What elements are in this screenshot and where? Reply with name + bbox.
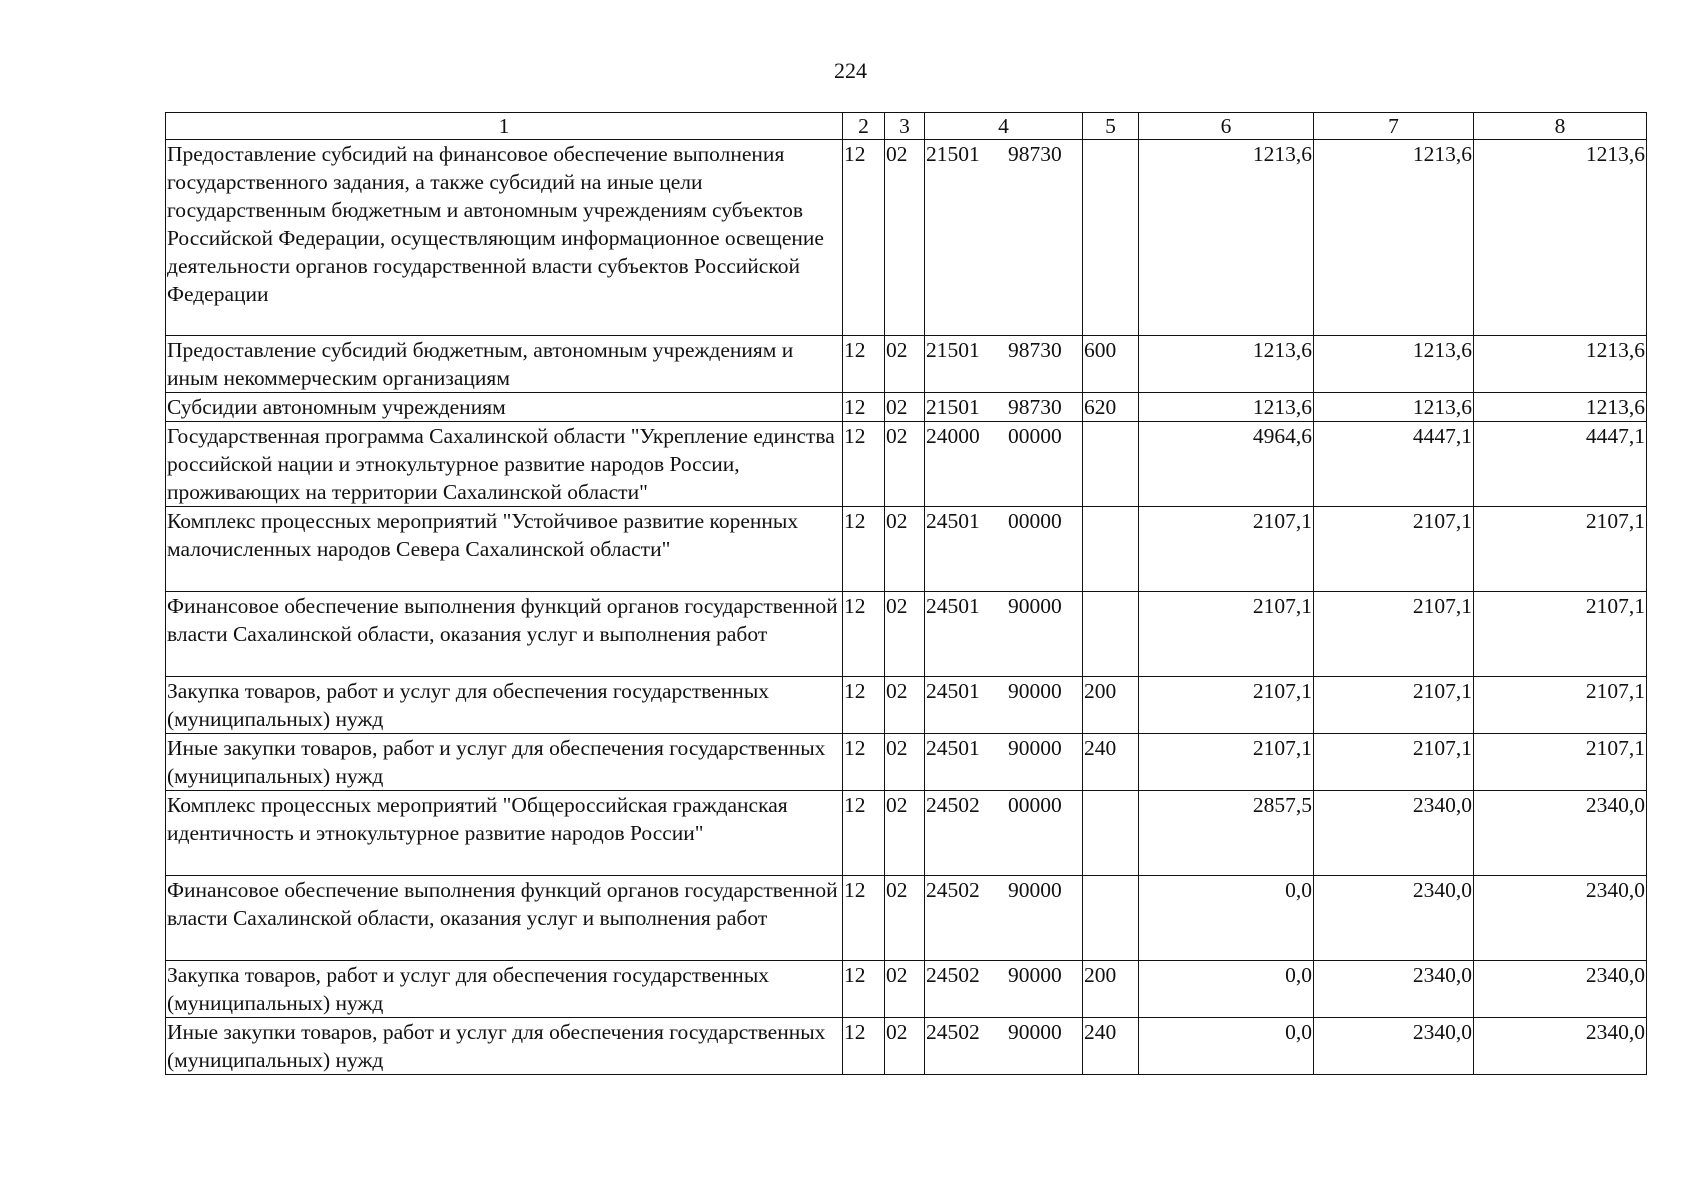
code-target-article	[925, 336, 1083, 393]
code-direction: 98730	[1008, 142, 1062, 166]
code-program: 24502	[926, 963, 980, 987]
code-program: 24501	[926, 509, 980, 533]
table-row	[166, 1018, 1647, 1075]
row-description: Финансовое обеспечение выполнения функций органов государственной власти Сахалинской области, оказания услуг и выполнения работ	[166, 592, 843, 677]
code-program: 24501	[926, 679, 980, 703]
code-program: 24501	[926, 736, 980, 760]
code-target-article	[925, 507, 1083, 592]
amount-col6: 2107,1	[1139, 677, 1314, 734]
amount-col7: 1213,6	[1314, 140, 1474, 336]
code-target-article	[925, 393, 1083, 422]
amount-col8: 4447,1	[1474, 422, 1647, 507]
code-direction: 98730	[1008, 395, 1062, 419]
row-description: Предоставление субсидий на финансовое обеспечение выполнения государственного задания, а также субсидий на иные цели государственным бюджетным и автономным учреждениям субъектов Российской Федерации, осуществляющим информационное освещение деятельности органов государственной власти субъектов Российской Федерации	[166, 140, 843, 336]
code-expense-type	[1083, 791, 1139, 876]
row-description: Субсидии автономным учреждениям	[166, 393, 843, 422]
row-description: Финансовое обеспечение выполнения функций органов государственной власти Сахалинской области, оказания услуг и выполнения работ	[166, 876, 843, 961]
amount-col8: 2340,0	[1474, 961, 1647, 1018]
amount-col6: 1213,6	[1139, 140, 1314, 336]
column-header: 4	[925, 113, 1083, 140]
amount-col7: 2107,1	[1314, 677, 1474, 734]
amount-col6: 0,0	[1139, 876, 1314, 961]
code-program: 24502	[926, 1020, 980, 1044]
code-section: 12	[843, 592, 885, 677]
code-target-article	[925, 1018, 1083, 1075]
code-direction: 90000	[1008, 878, 1062, 902]
amount-col8: 2340,0	[1474, 1018, 1647, 1075]
code-subsection: 02	[885, 1018, 925, 1075]
table-row	[166, 393, 1647, 422]
code-direction: 90000	[1008, 679, 1062, 703]
code-expense-type	[1083, 507, 1139, 592]
amount-col8: 1213,6	[1474, 140, 1647, 336]
code-target-article	[925, 961, 1083, 1018]
column-header: 7	[1314, 113, 1474, 140]
amount-col6: 0,0	[1139, 1018, 1314, 1075]
code-direction: 90000	[1008, 1020, 1062, 1044]
code-program: 24502	[926, 793, 980, 817]
amount-col7: 2107,1	[1314, 507, 1474, 592]
budget-table	[165, 112, 1647, 1075]
code-expense-type: 200	[1083, 677, 1139, 734]
row-description: Иные закупки товаров, работ и услуг для обеспечения государственных (муниципальных) нужд	[166, 734, 843, 791]
amount-col7: 2340,0	[1314, 1018, 1474, 1075]
code-direction: 90000	[1008, 736, 1062, 760]
code-section: 12	[843, 791, 885, 876]
code-section: 12	[843, 961, 885, 1018]
table-row	[166, 677, 1647, 734]
amount-col7: 2340,0	[1314, 791, 1474, 876]
amount-col8: 2340,0	[1474, 791, 1647, 876]
row-description: Закупка товаров, работ и услуг для обеспечения государственных (муниципальных) нужд	[166, 677, 843, 734]
code-expense-type: 240	[1083, 1018, 1139, 1075]
amount-col8: 2107,1	[1474, 507, 1647, 592]
table-row	[166, 791, 1647, 876]
code-subsection: 02	[885, 507, 925, 592]
code-program: 24000	[926, 424, 980, 448]
table-row	[166, 876, 1647, 961]
code-program: 21501	[926, 338, 980, 362]
code-section: 12	[843, 422, 885, 507]
code-expense-type: 620	[1083, 393, 1139, 422]
amount-col6: 4964,6	[1139, 422, 1314, 507]
code-target-article	[925, 677, 1083, 734]
code-section: 12	[843, 876, 885, 961]
amount-col8: 1213,6	[1474, 336, 1647, 393]
amount-col8: 2340,0	[1474, 876, 1647, 961]
code-target-article	[925, 592, 1083, 677]
amount-col7: 2340,0	[1314, 876, 1474, 961]
amount-col7: 4447,1	[1314, 422, 1474, 507]
amount-col8: 2107,1	[1474, 592, 1647, 677]
code-subsection: 02	[885, 734, 925, 791]
amount-col6: 2107,1	[1139, 734, 1314, 791]
code-expense-type	[1083, 140, 1139, 336]
column-header: 3	[885, 113, 925, 140]
code-program: 21501	[926, 395, 980, 419]
code-subsection: 02	[885, 393, 925, 422]
table-row	[166, 140, 1647, 336]
code-expense-type: 200	[1083, 961, 1139, 1018]
amount-col8: 1213,6	[1474, 393, 1647, 422]
amount-col7: 2107,1	[1314, 734, 1474, 791]
code-direction: 00000	[1008, 509, 1062, 533]
column-header: 2	[843, 113, 885, 140]
code-target-article	[925, 876, 1083, 961]
code-target-article	[925, 734, 1083, 791]
amount-col6: 2107,1	[1139, 592, 1314, 677]
amount-col6: 1213,6	[1139, 393, 1314, 422]
amount-col7: 2107,1	[1314, 592, 1474, 677]
code-expense-type: 600	[1083, 336, 1139, 393]
code-expense-type	[1083, 876, 1139, 961]
table-header-row	[166, 113, 1647, 140]
code-program: 24501	[926, 594, 980, 618]
code-expense-type	[1083, 592, 1139, 677]
page-number: 224	[834, 58, 867, 83]
code-direction: 90000	[1008, 963, 1062, 987]
code-direction: 00000	[1008, 424, 1062, 448]
code-subsection: 02	[885, 592, 925, 677]
code-subsection: 02	[885, 791, 925, 876]
amount-col7: 2340,0	[1314, 961, 1474, 1018]
column-header: 1	[166, 113, 843, 140]
amount-col6: 0,0	[1139, 961, 1314, 1018]
code-direction: 90000	[1008, 594, 1062, 618]
code-section: 12	[843, 677, 885, 734]
amount-col7: 1213,6	[1314, 336, 1474, 393]
amount-col8: 2107,1	[1474, 734, 1647, 791]
amount-col6: 2107,1	[1139, 507, 1314, 592]
code-section: 12	[843, 140, 885, 336]
code-subsection: 02	[885, 140, 925, 336]
code-subsection: 02	[885, 422, 925, 507]
row-description: Предоставление субсидий бюджетным, автономным учреждениям и иным некоммерческим организациям	[166, 336, 843, 393]
code-program: 21501	[926, 142, 980, 166]
table-row	[166, 734, 1647, 791]
code-target-article	[925, 791, 1083, 876]
column-header: 6	[1139, 113, 1314, 140]
row-description: Иные закупки товаров, работ и услуг для обеспечения государственных (муниципальных) нужд	[166, 1018, 843, 1075]
amount-col6: 1213,6	[1139, 336, 1314, 393]
table-row	[166, 507, 1647, 592]
row-description: Комплекс процессных мероприятий "Устойчивое развитие коренных малочисленных народов Севера Сахалинской области"	[166, 507, 843, 592]
table-row	[166, 422, 1647, 507]
table-row	[166, 336, 1647, 393]
code-expense-type: 240	[1083, 734, 1139, 791]
code-direction: 98730	[1008, 338, 1062, 362]
code-subsection: 02	[885, 677, 925, 734]
code-subsection: 02	[885, 876, 925, 961]
table-row	[166, 961, 1647, 1018]
amount-col6: 2857,5	[1139, 791, 1314, 876]
code-section: 12	[843, 393, 885, 422]
code-section: 12	[843, 734, 885, 791]
code-section: 12	[843, 507, 885, 592]
column-header: 5	[1083, 113, 1139, 140]
code-subsection: 02	[885, 336, 925, 393]
code-direction: 00000	[1008, 793, 1062, 817]
code-section: 12	[843, 1018, 885, 1075]
row-description: Государственная программа Сахалинской области "Укрепление единства российской нации и этнокультурное развитие народов России, проживающих на территории Сахалинской области"	[166, 422, 843, 507]
code-section: 12	[843, 336, 885, 393]
code-target-article	[925, 422, 1083, 507]
table-row	[166, 592, 1647, 677]
amount-col8: 2107,1	[1474, 677, 1647, 734]
code-target-article	[925, 140, 1083, 336]
amount-col7: 1213,6	[1314, 393, 1474, 422]
code-program: 24502	[926, 878, 980, 902]
row-description: Комплекс процессных мероприятий "Общероссийская гражданская идентичность и этнокультурное развитие народов России"	[166, 791, 843, 876]
code-subsection: 02	[885, 961, 925, 1018]
row-description: Закупка товаров, работ и услуг для обеспечения государственных (муниципальных) нужд	[166, 961, 843, 1018]
code-expense-type	[1083, 422, 1139, 507]
column-header: 8	[1474, 113, 1647, 140]
